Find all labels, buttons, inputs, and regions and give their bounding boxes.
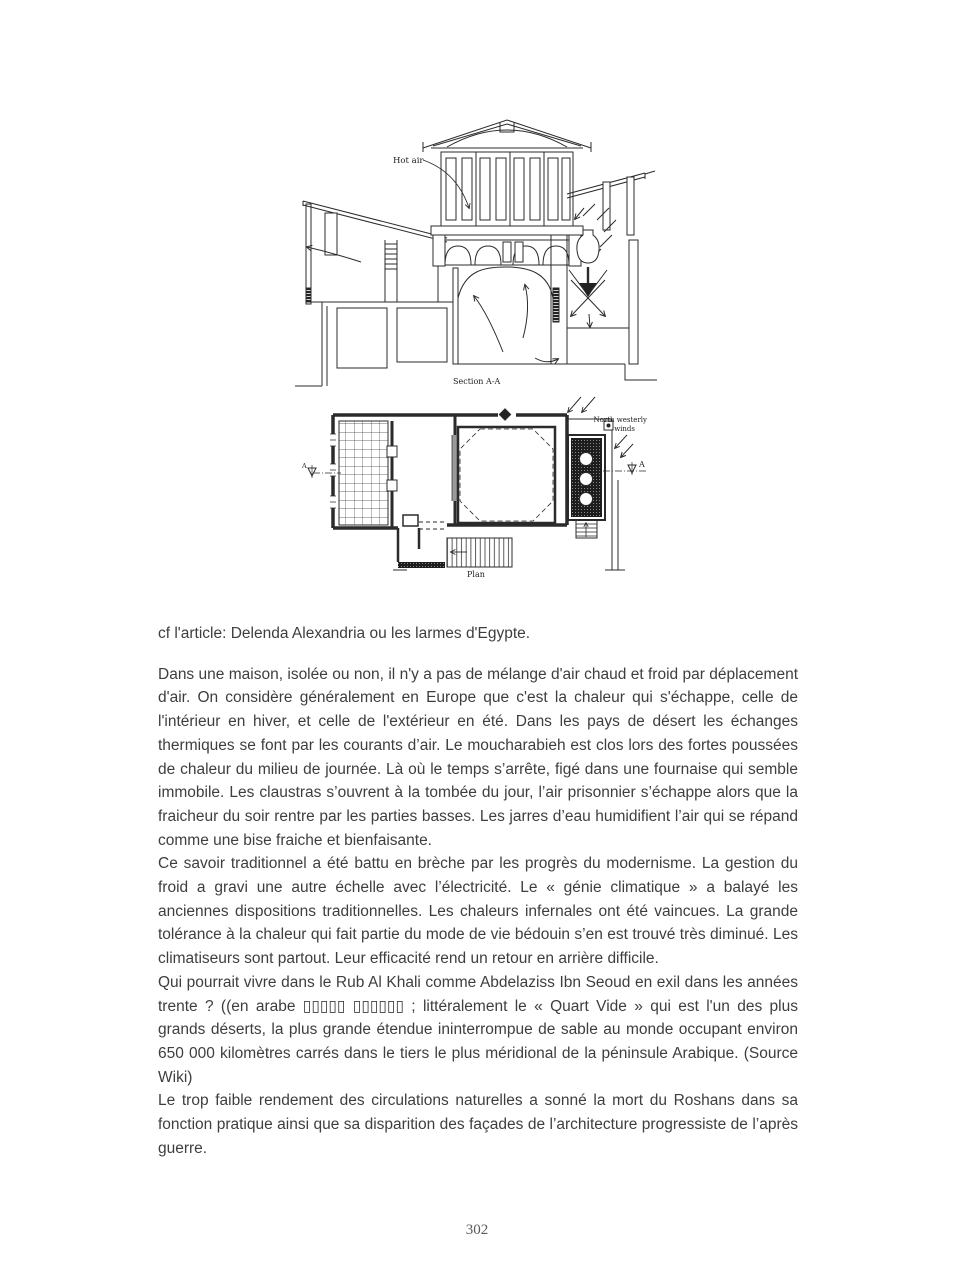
plan-marker-a-right: A — [639, 460, 645, 469]
intro-line: cf l'article: Delenda Alexandria ou les larmes d'Egypte. — [158, 625, 531, 642]
paragraph-2: Ce savoir traditionnel a été battu en brèche par les progrès du modernisme. La gestion du froid a gravi une autre échelle avec l’électricité. Le « génie climatique » a balayé les anciennes dispositions traditionnelles. Les chaleurs infernales ont été vaincues. La grande tolérance à la chaleur qui fait partie du mode de vie bédouin s’en est trouvé très diminué. Les climatiseurs sont partout. Leur efficacité rend un retour en arrière difficile. — [158, 855, 798, 968]
section-caption: Section A-A — [453, 377, 501, 386]
paragraph-4: Le trop faible rendement des circulations naturelles a sonné la mort du Roshans dans sa fonction pratique ainsi que sa disparition des façades de l’architecture progressiste de l’après guerre. — [158, 1092, 798, 1157]
page-number: 302 — [465, 1222, 489, 1238]
winds-label-line1: North westerly — [593, 416, 647, 424]
body-text — [158, 622, 798, 1160]
plan-caption: Plan — [467, 570, 485, 579]
architecture-figure — [295, 116, 660, 582]
section-and-plan-drawing — [295, 116, 660, 582]
section-drawing — [295, 120, 657, 386]
winds-label-line2: winds — [614, 425, 635, 433]
paragraph-3: Qui pourrait vivre dans le Rub Al Khali comme Abdelaziss Ibn Seoud en exil dans les années trente ? ((en arabe ▯▯▯▯▯ ▯▯▯▯▯▯ ; littéralement le « Quart Vide » qui est l'un des plus grands déserts, la plus grande étendue ininterrompue de sable au monde occupant environ 650 000 kilomètres carrés dans le tiers le plus méridional de la péninsule Arabique. (Source Wiki) — [158, 973, 798, 1086]
paragraph-1: Dans une maison, isolée ou non, il n'y a pas de mélange d'air chaud et froid par déplacement d'air. On considère généralement en Europe que c'est la chaleur qui s'échappe, celle de l'intérieur en hiver, et celle de l'extérieur en été. Dans les pays de désert les échanges thermiques se font par les courants d’air. Le moucharabieh est clos lors des fortes poussées de chaleur du milieu de journée. Là où le temps s’arrête, figé dans une fournaise qui semble immobile. Les claustras s’ouvrent à la tombée du jour, l’air prisonnier s’échappe alors que la fraicheur du soir rentre par les parties basses. Les jarres d’eau humidifient l’air qui se répand comme une bise fraiche et bienfaisante. — [158, 665, 798, 849]
plan-marker-a-left: A — [302, 462, 307, 470]
hot-air-label: Hot air — [393, 156, 424, 166]
